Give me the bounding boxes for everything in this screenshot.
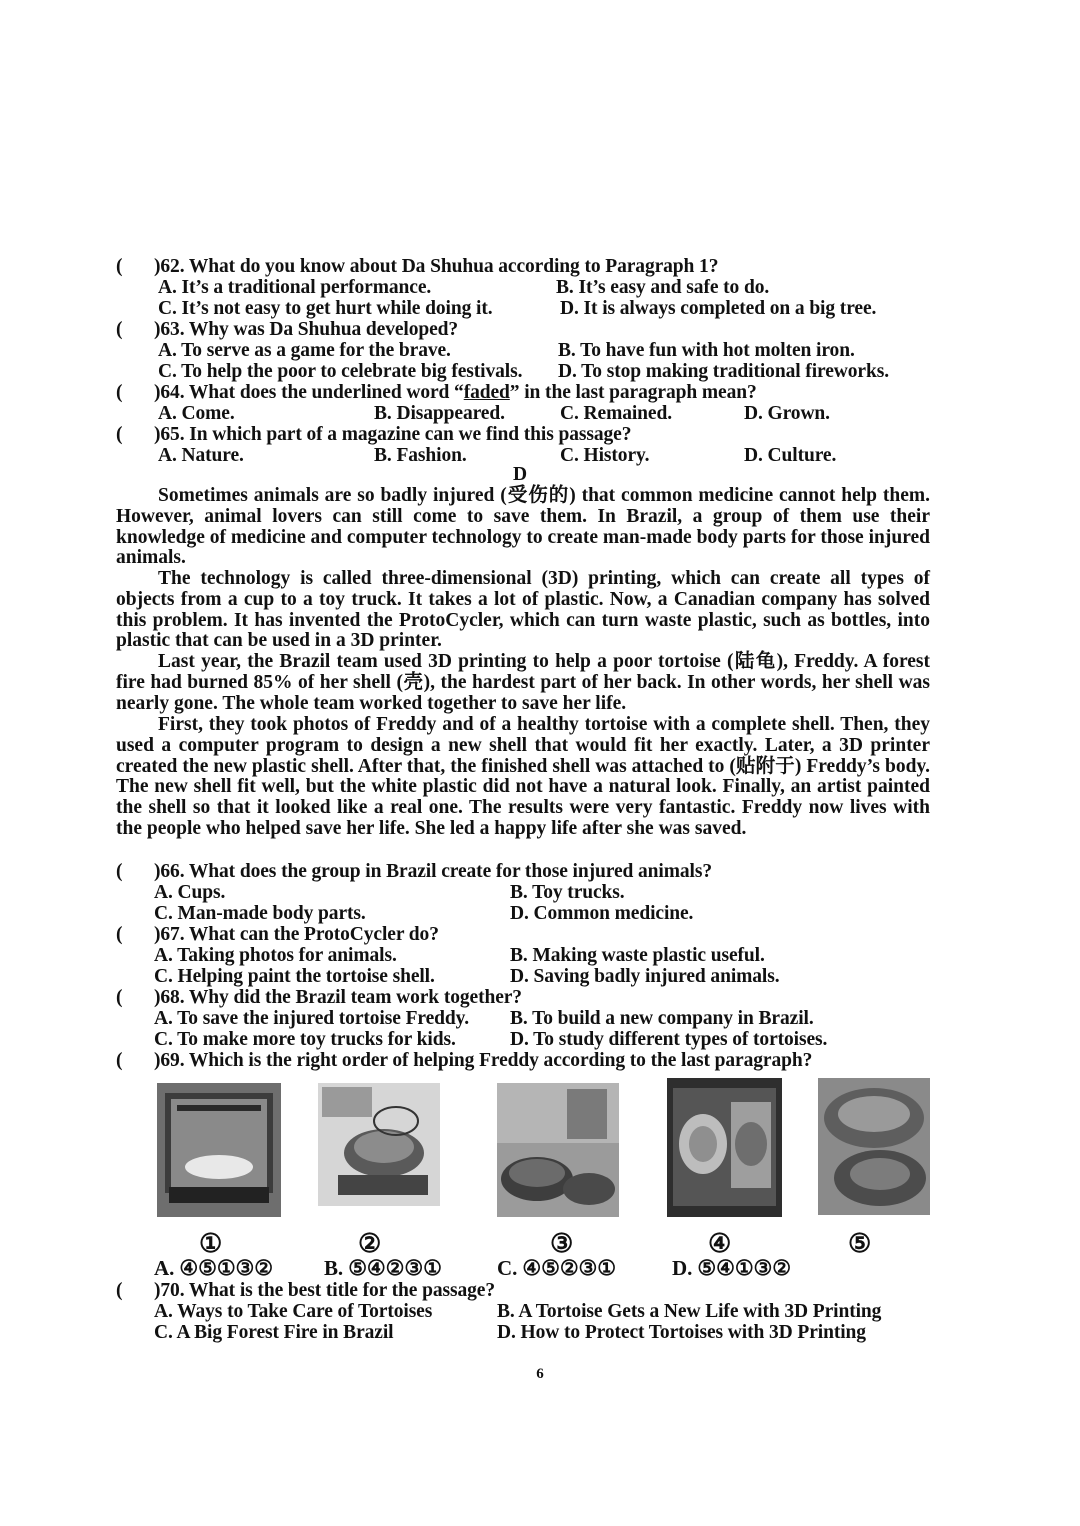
option-63a: A. To serve as a game for the brave. [158,340,451,361]
passage-paragraph-1 [116,486,930,569]
option-70c: C. A Big Forest Fire in Brazil [154,1322,394,1343]
passage-paragraph-2 [116,569,930,652]
picture-tortoise-closeup [818,1078,930,1215]
option-65c: C. History. [560,445,650,466]
question-62: )62. What do you know about Da Shuhua according to Paragraph 1? [154,256,719,277]
passage-paragraph-3 [116,652,930,714]
option-66d: D. Common medicine. [510,903,694,924]
option-63b: B. To have fun with hot molten iron. [558,340,855,361]
page-number: 6 [536,1366,544,1382]
option-65b: B. Fashion. [374,445,467,466]
question-69: )69. Which is the right order of helping Freddy according to the last paragraph? [154,1050,813,1071]
option-69c: C. ④⑤②③① [497,1256,616,1280]
question-64 [154,382,757,403]
answer-paren-68: ( [116,987,123,1008]
picture-label-3: ③ [550,1229,574,1258]
picture-label-1: ① [199,1229,223,1258]
option-70a: A. Ways to Take Care of Tortoises [154,1301,433,1322]
underlined-word-faded: faded [463,382,510,403]
printer-photo-icon [157,1083,281,1217]
option-69d: D. ⑤④①③② [672,1256,791,1280]
option-68a: A. To save the injured tortoise Freddy. [154,1008,469,1029]
answer-paren-67: ( [116,924,123,945]
answer-paren-66: ( [116,861,123,882]
tortoise-closeup-photo-icon [818,1078,930,1215]
question-63: )63. Why was Da Shuhua developed? [154,319,459,340]
option-69b: B. ⑤④②③① [324,1256,442,1280]
picture-label-5: ⑤ [848,1229,872,1258]
option-67b: B. Making waste plastic useful. [510,945,765,966]
passage-paragraph-4 [116,715,930,840]
picture-two-tortoises [497,1083,619,1217]
option-66b: B. Toy trucks. [510,882,625,903]
option-67a: A. Taking photos for animals. [154,945,397,966]
question-67: )67. What can the ProtoCycler do? [154,924,439,945]
two-tortoises-photo-icon [497,1083,619,1217]
option-64d: D. Grown. [744,403,830,424]
option-62b: B. It’s easy and safe to do. [556,277,770,298]
picture-tortoise-computer [318,1083,440,1206]
section-heading-d: D [512,464,528,485]
option-66a: A. Cups. [154,882,226,903]
option-64c: C. Remained. [560,403,673,424]
question-64-part1: )64. What does the underlined word “faded” in the last paragraph mean? [154,382,757,403]
answer-paren-63: ( [116,319,123,340]
option-70b: B. A Tortoise Gets a New Life with 3D Printing [497,1301,882,1322]
picture-printer [157,1083,281,1217]
option-68d: D. To study different types of tortoises. [510,1029,828,1050]
option-68c: C. To make more toy trucks for kids. [154,1029,456,1050]
picture-shell-screen [667,1078,782,1217]
answer-paren-70: ( [116,1280,123,1301]
option-67c: C. Helping paint the tortoise shell. [154,966,435,987]
question-68: )68. Why did the Brazil team work together? [154,987,522,1008]
picture-label-4: ④ [708,1229,732,1258]
passage-paragraph-4-text: First, they took photos of Freddy and of a healthy tortoise with a complete shell. Then, they used a computer program to design a new shell that would fit her exactly. Later, a 3D printer created the new plastic shell. After that, the finished shell was attached to (贴附于) Freddy’s body. The new shell fit well, but the white plastic did not have a natural look. Finally, an artist painted the shell so that it looked like a real one. The results were very fantastic. Freddy now lives with the people who helped save her life. She led a happy life after she was saved. [116,714,930,839]
option-64a: A. Come. [158,403,235,424]
option-62a: A. It’s a traditional performance. [158,277,432,298]
question-70: )70. What is the best title for the passage? [154,1280,495,1301]
option-63c: C. To help the poor to celebrate big festivals. [158,361,523,382]
option-68b: B. To build a new company in Brazil. [510,1008,814,1029]
option-65a: A. Nature. [158,445,244,466]
answer-paren-62: ( [116,256,123,277]
shell-screen-photo-icon [667,1078,782,1217]
passage-paragraph-1-text: Sometimes animals are so badly injured (受伤的) that common medicine cannot help them. However, animal lovers can still come to save them. In Brazil, a group of them use their knowledge of medicine and computer technology to create man-made body parts for those injured animals. [116,485,930,569]
tortoise-computer-photo-icon [318,1083,440,1206]
option-62c: C. It’s not easy to get hurt while doing it. [158,298,493,319]
answer-paren-64: ( [116,382,123,403]
option-64b: B. Disappeared. [374,403,505,424]
option-63d: D. To stop making traditional fireworks. [558,361,889,382]
question-66: )66. What does the group in Brazil create for those injured animals? [154,861,712,882]
answer-paren-69: ( [116,1050,123,1071]
option-66c: C. Man-made body parts. [154,903,366,924]
question-65: )65. In which part of a magazine can we find this passage? [154,424,632,445]
option-69a: A. ④⑤①③② [154,1256,273,1280]
option-65d: D. Culture. [744,445,837,466]
passage-paragraph-3-text: Last year, the Brazil team used 3D printing to help a poor tortoise (陆龟), Freddy. A forest fire had burned 85% of her shell (壳), the hardest part of her back. In other words, her shell was nearly gone. The whole team worked together to save her life. [116,651,930,714]
option-70d: D. How to Protect Tortoises with 3D Printing [497,1322,866,1343]
picture-label-2: ② [358,1229,382,1258]
answer-paren-65: ( [116,424,123,445]
option-62d: D. It is always completed on a big tree. [560,298,877,319]
option-67d: D. Saving badly injured animals. [510,966,780,987]
passage-paragraph-2-text: The technology is called three-dimensional (3D) printing, which can create all types of objects from a cup to a toy truck. It takes a lot of plastic. Now, a Canadian company has solved this problem. It has invented the ProtoCycler, which can turn waste plastic, such as bottles, into plastic that can be used in a 3D printer. [116,568,930,652]
